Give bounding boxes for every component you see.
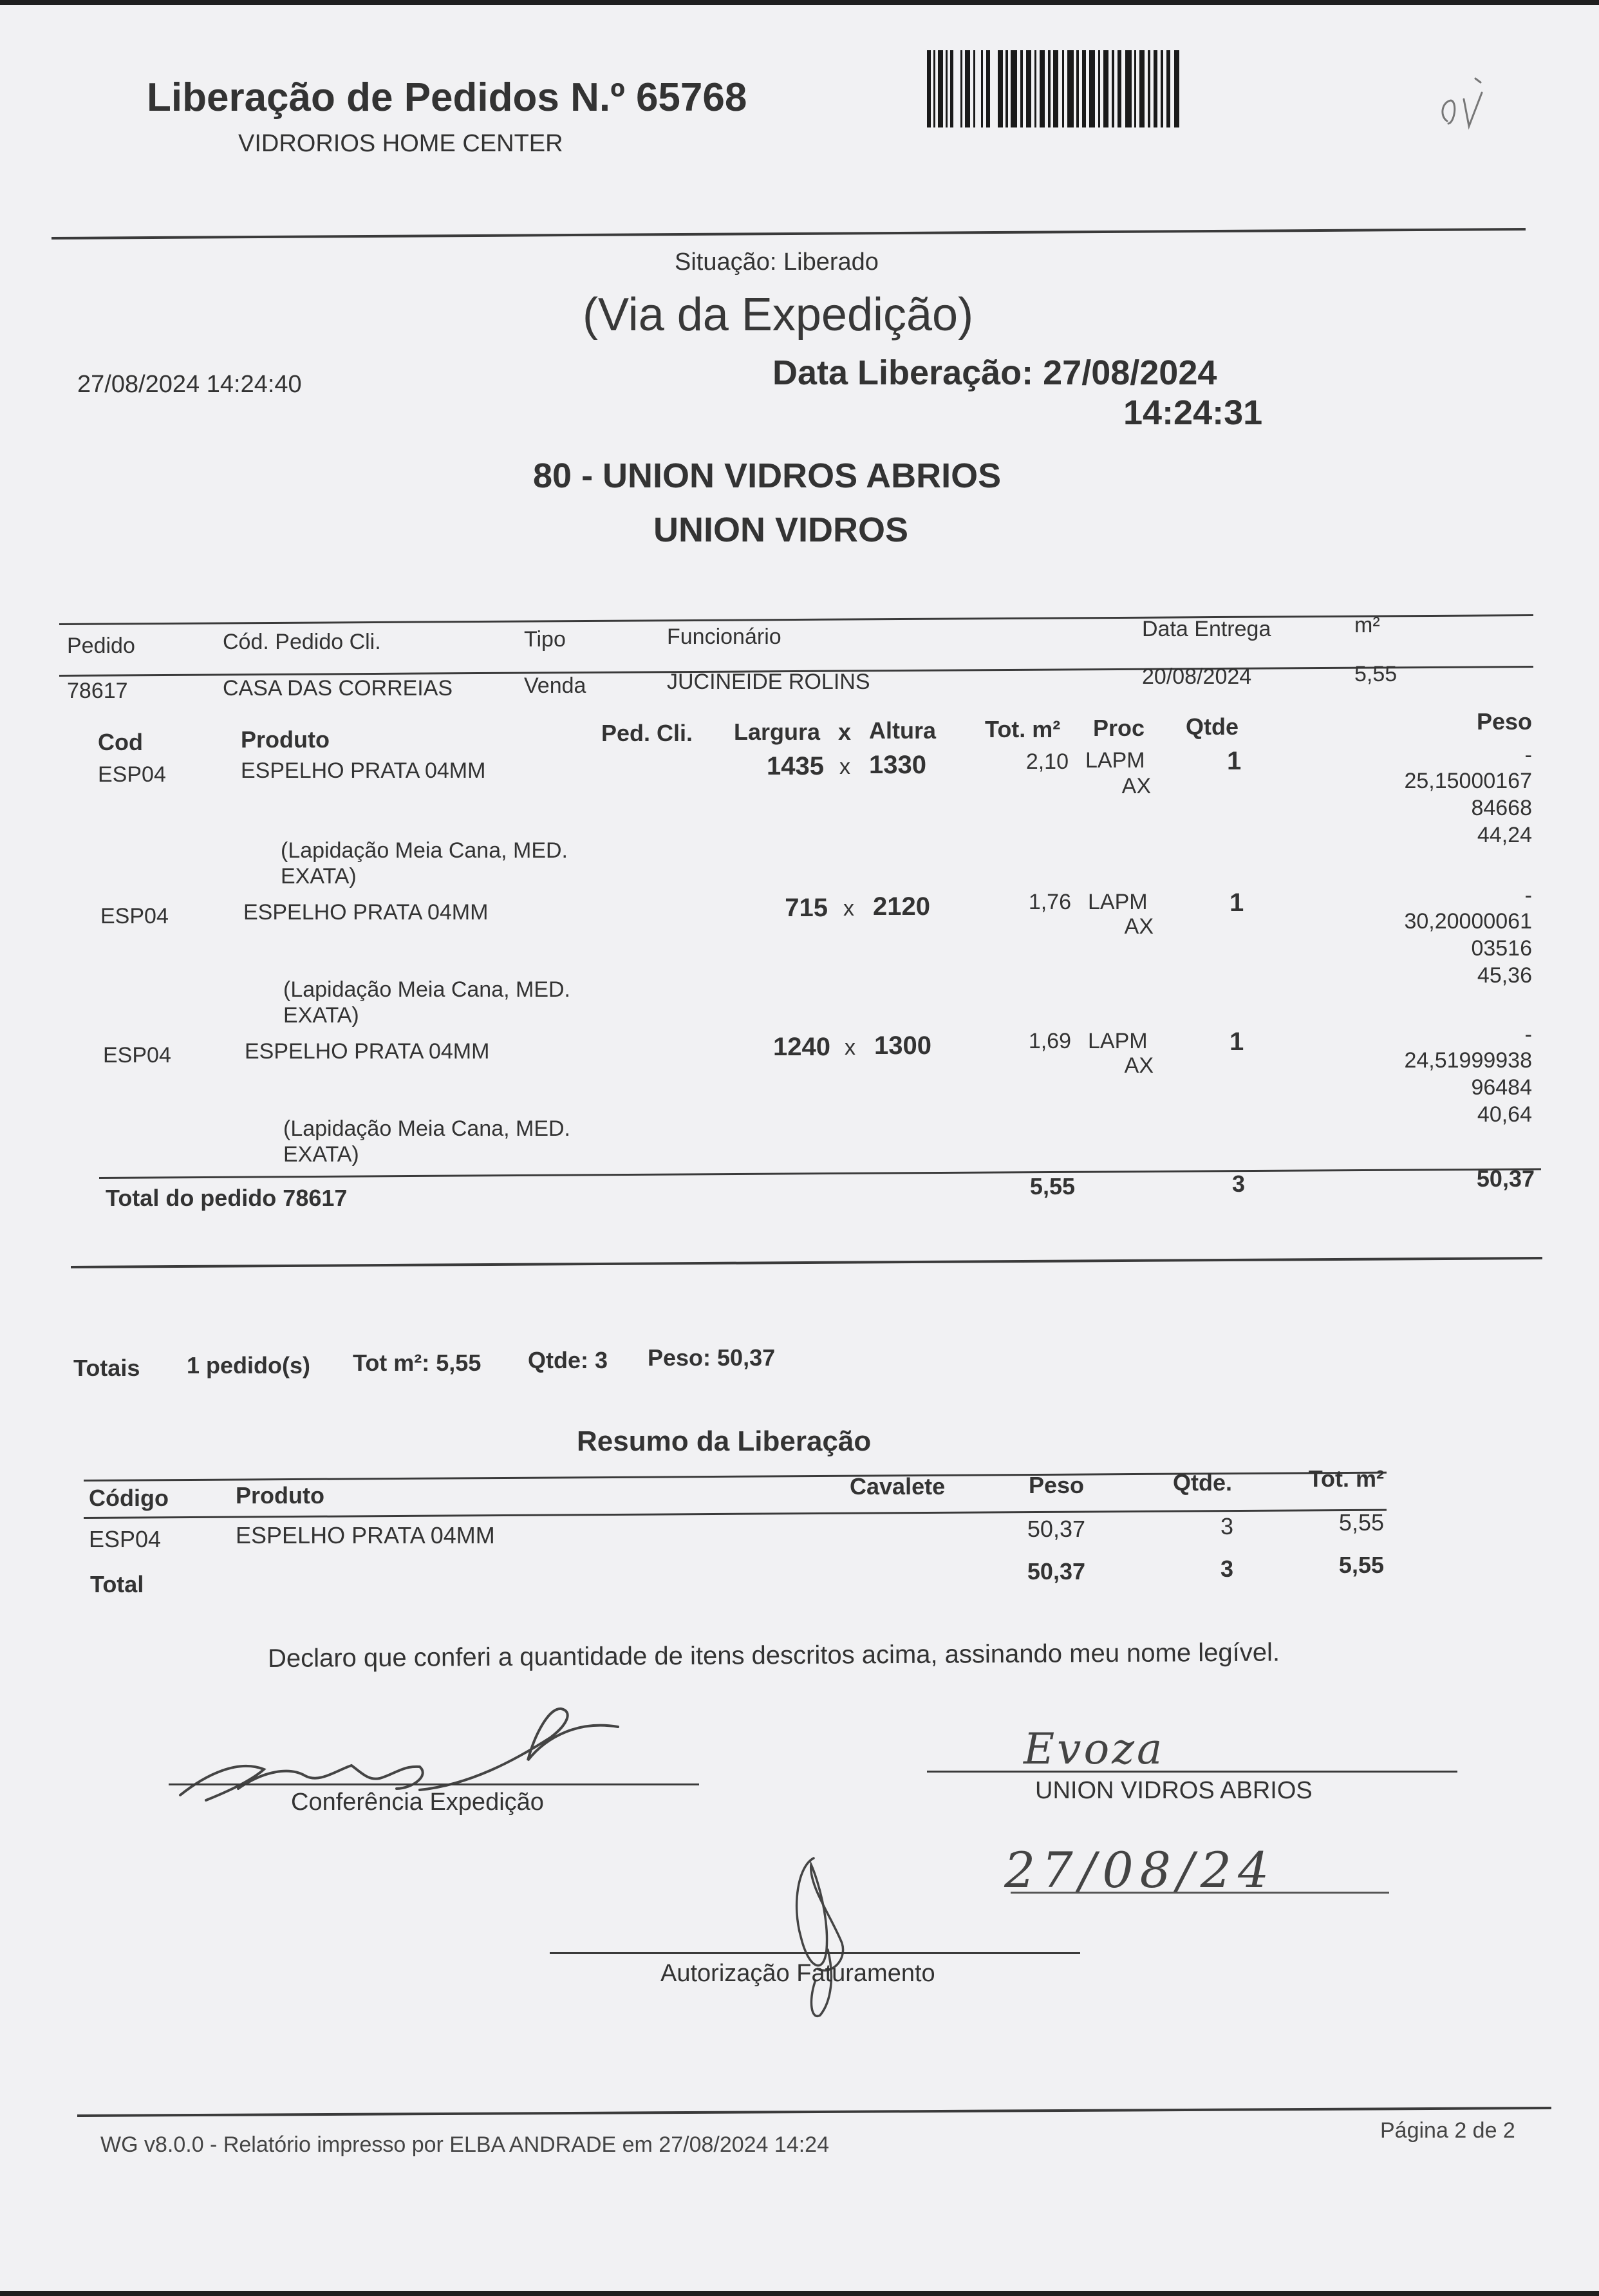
item-tot-m2: 2,10 bbox=[1025, 749, 1069, 774]
item-qtde: 1 bbox=[1230, 1028, 1244, 1056]
item-produto: ESPELHO PRATA 04MM bbox=[245, 1039, 490, 1064]
item-proc-line2: AX bbox=[1121, 774, 1151, 798]
situation-status: Situação: Liberado bbox=[675, 249, 879, 276]
item-x: x bbox=[843, 896, 854, 921]
order-m2: 5,55 bbox=[1354, 662, 1398, 686]
client-short-name: UNION VIDROS bbox=[653, 511, 909, 549]
summary-total-qtde: 3 bbox=[1220, 1556, 1233, 1582]
handwritten-date-underline bbox=[1011, 1892, 1389, 1894]
items-col-peso: Peso bbox=[1476, 708, 1532, 735]
items-col-ped-cli: Ped. Cli. bbox=[601, 720, 693, 746]
item-peso-line1: 24,51999938 bbox=[1404, 1048, 1532, 1073]
items-total-rule bbox=[99, 1168, 1541, 1179]
authorization-signature-line bbox=[550, 1952, 1080, 1954]
item-peso-dash: - bbox=[1524, 1022, 1532, 1047]
item-peso-weight: 44,24 bbox=[1477, 823, 1532, 847]
item-qtde: 1 bbox=[1227, 747, 1242, 775]
order-total-m2: 5,55 bbox=[1029, 1173, 1075, 1200]
item-largura: 1435 bbox=[767, 752, 824, 780]
item-proc-line1: LAPM bbox=[1088, 1029, 1148, 1053]
item-peso-line1: 25,15000167 bbox=[1404, 769, 1532, 793]
order-delivery-date: 20/08/2024 bbox=[1142, 664, 1252, 689]
order-total-qtde: 3 bbox=[1232, 1171, 1246, 1197]
summary-total-peso: 50,37 bbox=[1027, 1558, 1085, 1585]
summary-col-produto: Produto bbox=[236, 1482, 324, 1509]
expedition-signature-label: Conferência Expedição bbox=[291, 1789, 544, 1816]
release-time: 14:24:31 bbox=[1123, 393, 1263, 432]
order-type: Venda bbox=[524, 673, 586, 698]
order-total-label: Total do pedido 78617 bbox=[106, 1185, 348, 1211]
col-funcionario: Funcionário bbox=[667, 625, 781, 649]
item-obs-line1: (Lapidação Meia Cana, MED. bbox=[283, 1116, 571, 1141]
items-col-proc: Proc bbox=[1093, 715, 1145, 741]
items-col-largura: Largura bbox=[734, 719, 821, 745]
item-altura: 1300 bbox=[874, 1031, 931, 1060]
printed-timestamp: 27/08/2024 14:24:40 bbox=[77, 371, 302, 398]
item-obs-line2: EXATA) bbox=[283, 1003, 359, 1028]
order-client-code: CASA DAS CORREIAS bbox=[223, 676, 453, 701]
item-proc-line2: AX bbox=[1124, 1053, 1154, 1078]
item-largura: 715 bbox=[785, 894, 828, 922]
items-col-x: x bbox=[838, 719, 852, 745]
item-peso-line2: 84668 bbox=[1471, 796, 1532, 820]
expedition-signature-line bbox=[169, 1783, 699, 1785]
item-obs-line2: EXATA) bbox=[281, 864, 357, 889]
totals-qtde: Qtde: 3 bbox=[528, 1347, 608, 1373]
item-peso-line2: 96484 bbox=[1471, 1075, 1532, 1100]
summary-col-cavalete: Cavalete bbox=[850, 1473, 946, 1500]
item-obs-line1: (Lapidação Meia Cana, MED. bbox=[283, 977, 571, 1002]
items-col-altura: Altura bbox=[869, 717, 937, 744]
client-signature-line bbox=[927, 1771, 1457, 1773]
totals-label: Totais bbox=[73, 1355, 140, 1381]
summary-qtde: 3 bbox=[1220, 1513, 1233, 1539]
item-tot-m2: 1,76 bbox=[1028, 890, 1071, 914]
release-date: Data Liberação: 27/08/2024 bbox=[772, 353, 1217, 392]
summary-col-qtde: Qtde. bbox=[1172, 1469, 1232, 1496]
item-proc-line1: LAPM bbox=[1088, 890, 1148, 914]
totals-pedidos: 1 pedido(s) bbox=[187, 1352, 311, 1379]
item-x: x bbox=[845, 1035, 856, 1060]
footer-divider bbox=[77, 2107, 1551, 2117]
item-qtde: 1 bbox=[1230, 889, 1244, 917]
handwritten-date: 27/08/24 bbox=[1004, 1841, 1276, 1899]
summary-codigo: ESP04 bbox=[89, 1526, 162, 1552]
item-produto: ESPELHO PRATA 04MM bbox=[243, 900, 489, 925]
handwritten-note bbox=[1435, 76, 1493, 150]
summary-produto: ESPELHO PRATA 04MM bbox=[236, 1522, 495, 1548]
footer-page-number: Página 2 de 2 bbox=[1380, 2118, 1515, 2143]
declaration-text: Declaro que conferi a quantidade de itens descritos acima, assinando meu nome legível. bbox=[267, 1638, 1280, 1673]
col-tipo: Tipo bbox=[524, 627, 566, 652]
order-number: 78617 bbox=[67, 679, 128, 703]
summary-tot-m2: 5,55 bbox=[1338, 1509, 1384, 1536]
items-col-qtde: Qtde bbox=[1186, 713, 1239, 740]
item-proc-line1: LAPM bbox=[1085, 748, 1145, 773]
item-cod: ESP04 bbox=[103, 1043, 171, 1068]
item-peso-weight: 40,64 bbox=[1477, 1102, 1532, 1127]
col-data-entrega: Data Entrega bbox=[1142, 617, 1271, 641]
client-handwritten-signature: Evoza bbox=[1024, 1724, 1165, 1774]
order-employee: JUCINEIDE ROLINS bbox=[667, 670, 870, 694]
authorization-signature-label: Autorização Faturamento bbox=[660, 1960, 935, 1987]
totals-divider bbox=[71, 1257, 1542, 1268]
order-total-peso: 50,37 bbox=[1476, 1165, 1535, 1192]
item-obs-line1: (Lapidação Meia Cana, MED. bbox=[281, 838, 568, 863]
header-divider bbox=[51, 228, 1526, 240]
item-x: x bbox=[839, 755, 850, 779]
item-proc-line2: AX bbox=[1124, 914, 1154, 939]
item-peso-line2: 03516 bbox=[1471, 936, 1532, 961]
company-name: VIDRORIOS HOME CENTER bbox=[238, 130, 563, 157]
item-cod: ESP04 bbox=[98, 762, 166, 787]
item-peso-weight: 45,36 bbox=[1477, 963, 1532, 988]
items-col-cod: Cod bbox=[98, 729, 143, 755]
summary-title: Resumo da Liberação bbox=[577, 1426, 872, 1457]
document-page bbox=[0, 5, 1599, 2291]
item-produto: ESPELHO PRATA 04MM bbox=[241, 758, 486, 783]
client-signature-label: UNION VIDROS ABRIOS bbox=[1035, 1777, 1313, 1804]
summary-total-m2: 5,55 bbox=[1338, 1552, 1384, 1578]
item-obs-line2: EXATA) bbox=[283, 1142, 359, 1167]
totals-m2: Tot m²: 5,55 bbox=[353, 1350, 482, 1376]
item-peso-dash: - bbox=[1524, 743, 1532, 767]
items-col-produto: Produto bbox=[241, 726, 330, 753]
item-tot-m2: 1,69 bbox=[1028, 1029, 1071, 1053]
item-altura: 1330 bbox=[869, 751, 926, 779]
col-m2: m² bbox=[1354, 613, 1380, 637]
client-name: 80 - UNION VIDROS ABRIOS bbox=[533, 456, 1002, 495]
summary-col-peso: Peso bbox=[1028, 1472, 1084, 1498]
col-cod-pedido-cli: Cód. Pedido Cli. bbox=[223, 630, 381, 654]
item-peso-dash: - bbox=[1524, 883, 1532, 908]
barcode bbox=[927, 50, 1184, 133]
summary-peso: 50,37 bbox=[1027, 1516, 1085, 1542]
document-title: Liberação de Pedidos N.º 65768 bbox=[147, 75, 747, 120]
col-pedido: Pedido bbox=[67, 634, 135, 658]
order-header-top-rule bbox=[59, 614, 1533, 625]
authorization-signature bbox=[772, 1847, 863, 2030]
summary-total-label: Total bbox=[90, 1571, 144, 1597]
totals-peso: Peso: 50,37 bbox=[648, 1344, 776, 1371]
summary-col-codigo: Código bbox=[89, 1485, 169, 1511]
item-cod: ESP04 bbox=[100, 904, 169, 928]
items-col-tot-m2: Tot. m² bbox=[985, 716, 1061, 742]
item-altura: 2120 bbox=[873, 892, 930, 921]
item-largura: 1240 bbox=[773, 1033, 830, 1061]
via-label: (Via da Expedição) bbox=[583, 289, 974, 341]
item-peso-line1: 30,20000061 bbox=[1404, 909, 1532, 934]
summary-col-tot-m2: Tot. m² bbox=[1308, 1465, 1384, 1492]
footer-printed-by: WG v8.0.0 - Relatório impresso por ELBA ANDRADE em 27/08/2024 14:24 bbox=[100, 2132, 829, 2157]
